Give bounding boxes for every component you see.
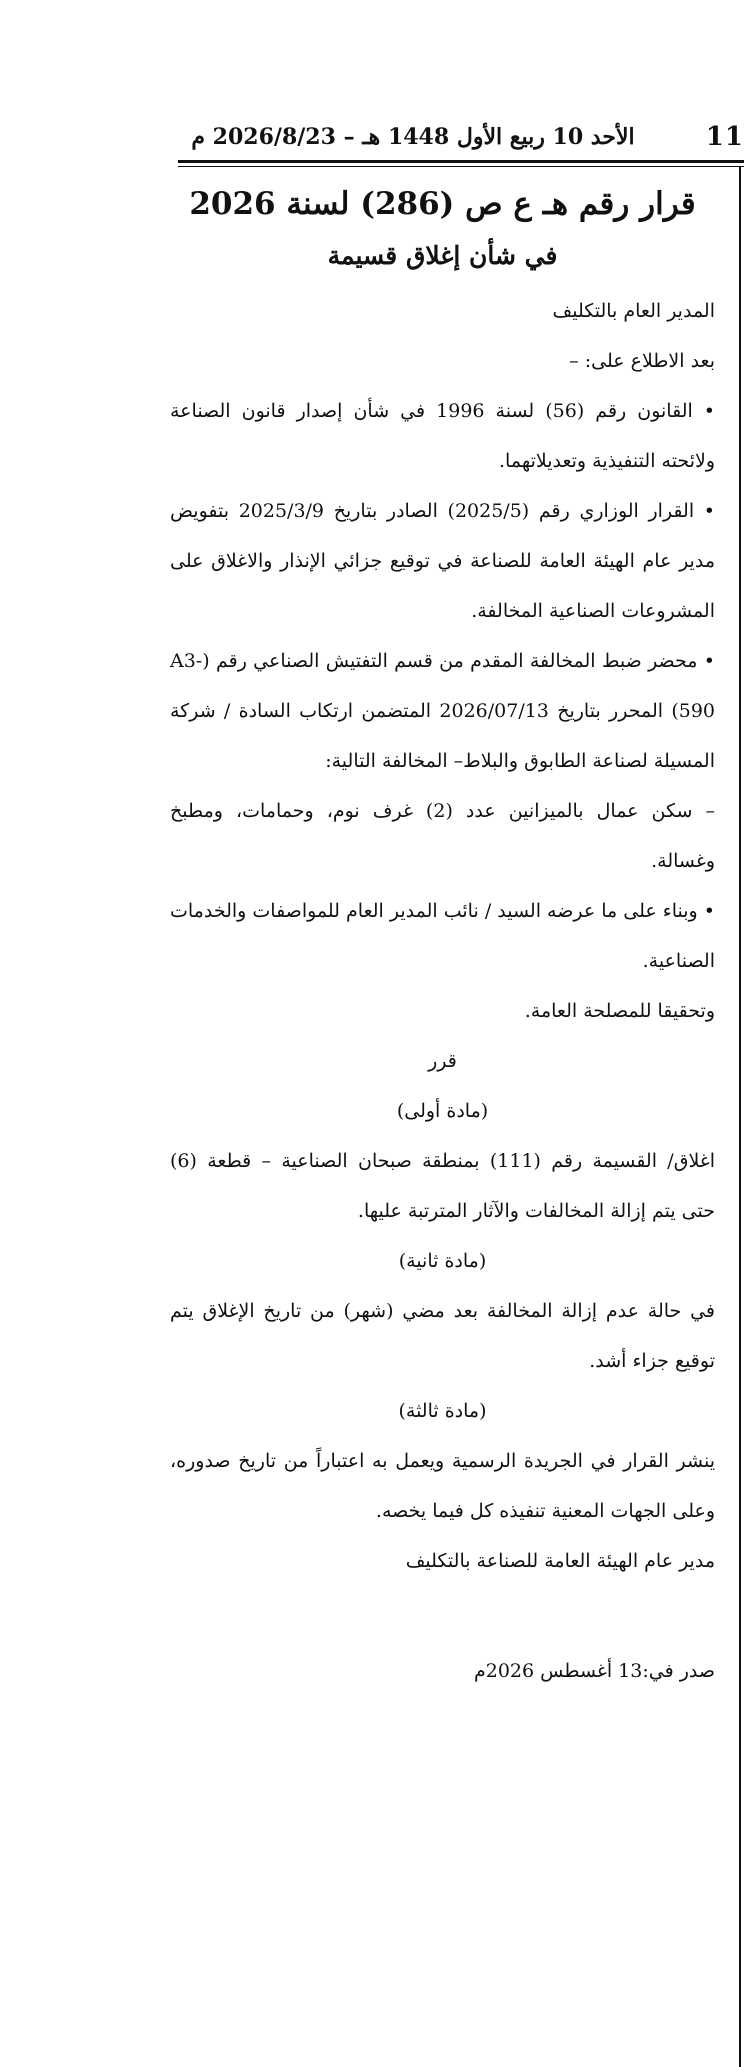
header-date: الأحد 10 ربيع الأول 1448 هـ – 2026/8/23 م xyxy=(191,124,635,150)
decree-title: قرار رقم هـ ع ص (286) لسنة 2026 xyxy=(189,186,696,222)
signature-line: مدير عام الهيئة العامة للصناعة بالتكليف xyxy=(405,1550,715,1572)
header-rule-thin xyxy=(178,166,744,167)
article-1-heading: (مادة أولى) xyxy=(396,1100,489,1122)
article-2-text: في حالة عدم إزالة المخالفة بعد مضي (شهر) من تاريخ الإغلاق يتم توقيع جزاء أشد. xyxy=(170,1300,715,1372)
recital-violation-report: • محضر ضبط المخالفة المقدم من قسم التفتيش الصناعي رقم (A3-590) المحرر بتاريخ 2026/07/13 المتضمن ارتكاب السادة / شركة المسيلة لصناعة الطابوق والبلاط– المخالفة التالية: xyxy=(170,636,715,786)
issuer-line: المدير العام بالتكليف xyxy=(552,300,715,322)
decree-subtitle: في شأن إغلاق قسيمة xyxy=(327,241,558,270)
recital-ministerial-decision: • القرار الوزاري رقم (2025/5) الصادر بتاريخ 2025/3/9 بتفويض مدير عام الهيئة العامة للصناعة في توقيع جزائي الإنذار والاغلاق على المشروعات الصناعية المخالفة. xyxy=(170,486,715,636)
article-3-text: ينشر القرار في الجريدة الرسمية ويعمل به اعتباراً من تاريخ صدوره، وعلى الجهات المعنية تنفيذه كل فيما يخصه. xyxy=(170,1450,715,1522)
recital-presentation: • وبناء على ما عرضه السيد / نائب المدير العام للمواصفات والخدمات الصناعية. xyxy=(170,886,715,986)
decree-body xyxy=(170,178,715,1696)
article-1-text: اغلاق/ القسيمة رقم (111) بمنطقة صبحان الصناعية – قطعة (6) حتى يتم إزالة المخالفات والآثار المترتبة عليها. xyxy=(170,1150,716,1222)
public-interest-line: وتحقيقا للمصلحة العامة. xyxy=(524,1000,715,1022)
article-2-heading: (مادة ثانية) xyxy=(398,1250,487,1272)
page-number: 11 xyxy=(705,122,744,152)
violation-detail: – سكن عمال بالميزانين عدد (2) غرف نوم، وحمامات، ومطبخ وغسالة. xyxy=(170,800,715,872)
page-header xyxy=(178,112,744,162)
column-divider xyxy=(739,167,741,2067)
decided-heading: قرر xyxy=(428,1050,457,1072)
preamble-line: بعد الاطلاع على: – xyxy=(569,350,715,372)
header-rule-thick xyxy=(178,160,744,163)
article-3-heading: (مادة ثالثة) xyxy=(398,1400,487,1422)
recital-law: • القانون رقم (56) لسنة 1996 في شأن إصدار قانون الصناعة ولائحته التنفيذية وتعديلاتهما. xyxy=(170,386,715,486)
issue-date: صدر في:13 أغسطس 2026م xyxy=(473,1660,715,1682)
